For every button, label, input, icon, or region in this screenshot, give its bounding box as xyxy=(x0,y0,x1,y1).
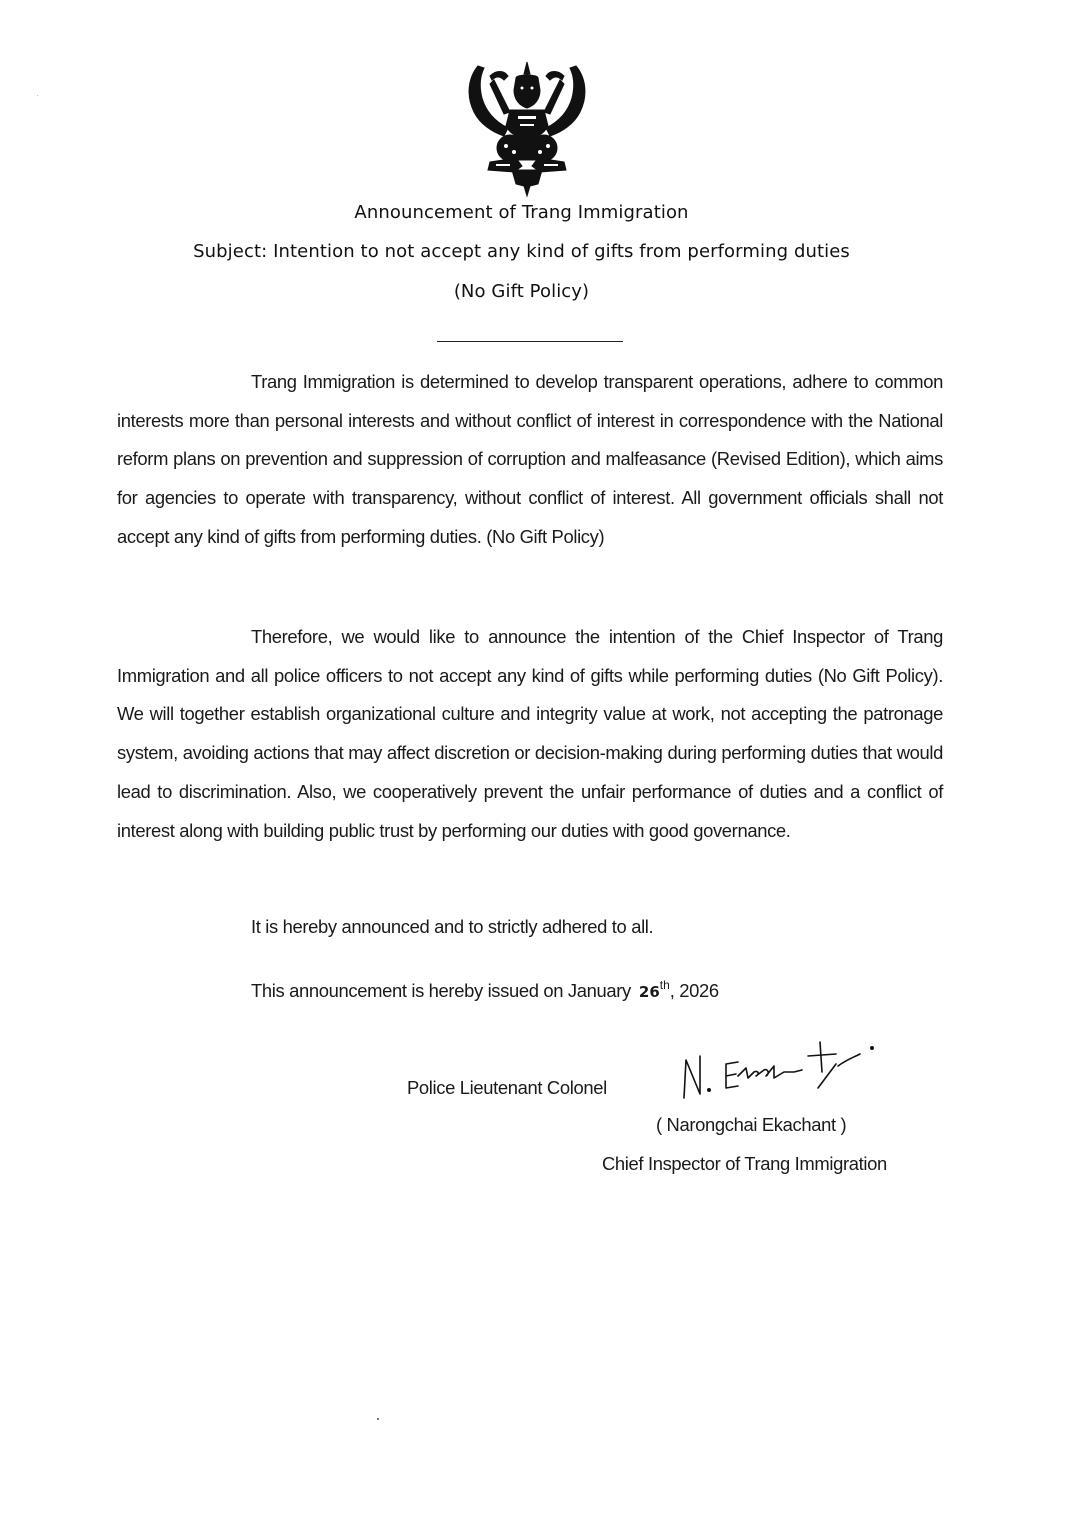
garuda-emblem-icon xyxy=(464,56,590,198)
issue-date-year: , 2026 xyxy=(669,980,719,1001)
signatory-rank: Police Lieutenant Colonel xyxy=(407,1077,607,1098)
document-subject: Subject: Intention to not accept any kind of gifts from performing duties xyxy=(193,241,850,262)
body-paragraph-2: Therefore, we would like to announce the intention of the Chief Inspector of Trang Immigration and all police officers to not accept any kind of gifts while performing duties (No Gift Policy). We will together establish organizational culture and integrity value at work, not accepting the patronage system, avoiding actions that may affect discretion or decision-making during performing duties that would lead to discrimination. Also, we cooperatively prevent the unfair performance of duties and a conflict of interest along with building public trust by performing our duties with good governance. xyxy=(117,626,943,841)
scan-speck xyxy=(377,1418,379,1420)
body-paragraph-1: Trang Immigration is determined to develop transparent operations, adhere to common interests more than personal interests and without conflict of interest in correspondence with the National reform plans on prevention and suppression of corruption and malfeasance (Revised Edition), which aims for agencies to operate with transparency, without conflict of interest. All government officials shall not accept any kind of gifts from performing duties. (No Gift Policy) xyxy=(117,371,943,547)
signatory-name: ( Narongchai Ekachant ) xyxy=(656,1114,847,1135)
signatory-position: Chief Inspector of Trang Immigration xyxy=(602,1153,887,1174)
issue-date-ordinal: th xyxy=(659,978,670,992)
issue-date-day: 26 xyxy=(638,983,660,1001)
handwritten-signature xyxy=(676,1030,886,1105)
issue-date-prefix: This announcement is hereby issued on January xyxy=(251,980,631,1001)
scan-speck xyxy=(37,95,38,96)
closing-statement: It is hereby announced and to strictly adhered to all. xyxy=(251,916,654,937)
policy-name: (No Gift Policy) xyxy=(453,281,590,302)
document-title: Announcement of Trang Immigration xyxy=(354,202,689,223)
header-divider xyxy=(437,341,623,342)
issue-date-line xyxy=(251,978,719,1002)
